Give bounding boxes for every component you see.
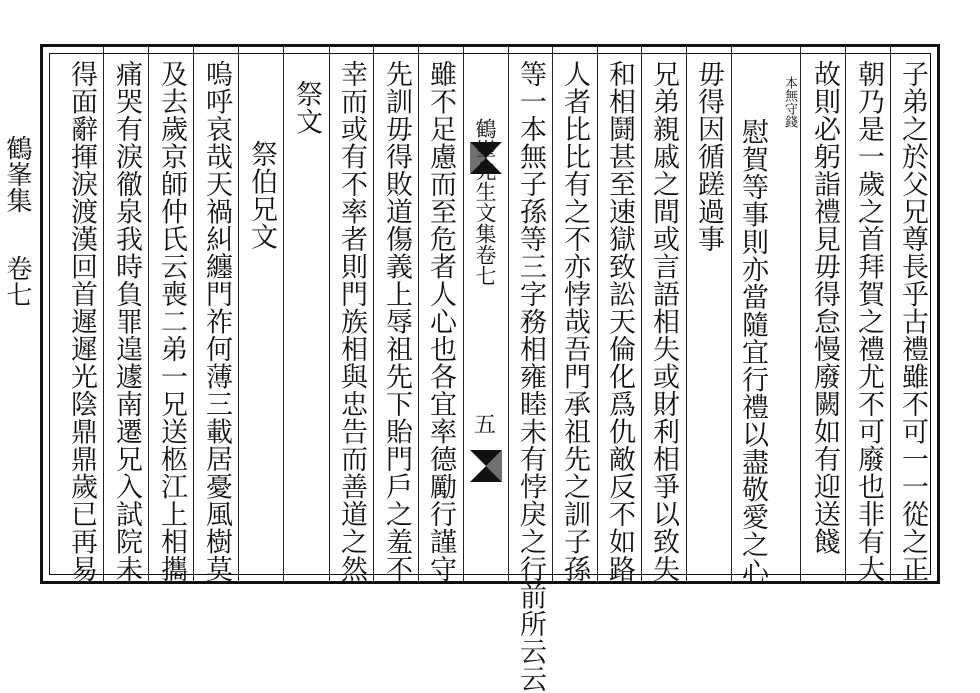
text-column-15: 痛哭有淚徹泉我時負罪遑遽南遷兄入試院未 xyxy=(111,60,142,583)
text-column-13: 嗚呼哀哉天禍糾纏門祚何薄三載居憂風樹莫 xyxy=(201,60,232,583)
text-column-10: 雖不足慮而至危者人心也各宜率德勵行謹守 xyxy=(425,60,456,583)
text-annotation-1: 本無守錢 xyxy=(782,76,797,128)
fish-tail-mark-bottom-icon xyxy=(468,448,504,484)
text-column-9: 等一本無子孫等三字務相雍睦未有悖戾之行前所云云 xyxy=(515,60,546,693)
section-heading-jemun: 祭文 xyxy=(291,80,322,135)
text-column-11: 先訓毋得敗道傷義上辱祖先下貽門戶之羞不 xyxy=(381,60,412,583)
text-column-5: 毋得因循蹉過事 xyxy=(693,60,724,253)
text-column-2: 朝乃是一歲之首拜賀之禮尤不可廢也非有大 xyxy=(853,60,884,583)
text-column-6: 兄弟親戚之間或言語相失或財利相爭以致失 xyxy=(648,60,679,583)
text-column-8: 人者比比有之不亦悖哉吾門承祖先之訓子孫 xyxy=(559,60,590,583)
text-column-14: 及去歲京師仲氏云喪二弟一兄送柩江上相攜 xyxy=(156,60,187,583)
margin-book-title: 鶴峯集 xyxy=(2,135,32,213)
text-column-1: 子弟之於父兄尊長乎古禮雖不可一一從之正 xyxy=(897,60,928,583)
centre-book-title: 鶴峯先生文集卷七 xyxy=(473,118,497,286)
text-column-16: 得面辭揮淚渡漢回首遲遲光陰鼎鼎歲已再易 xyxy=(66,60,97,583)
page-number: 五 xyxy=(474,413,497,438)
text-column-12: 幸而或有不率者則門族相與忠告而善道之然 xyxy=(336,60,367,583)
essay-title: 祭伯兄文 xyxy=(246,140,277,250)
text-column-3: 故則必躬詣禮見毋得怠慢廢闕如有迎送餞 xyxy=(809,60,840,555)
text-column-4: 慰賀等事則亦當隨宜行禮以盡敬愛之心 xyxy=(737,118,768,586)
margin-volume: 卷七 xyxy=(2,255,32,307)
text-column-7: 和相鬪甚至速獄致訟天倫化爲仇敵反不如路 xyxy=(604,60,635,583)
